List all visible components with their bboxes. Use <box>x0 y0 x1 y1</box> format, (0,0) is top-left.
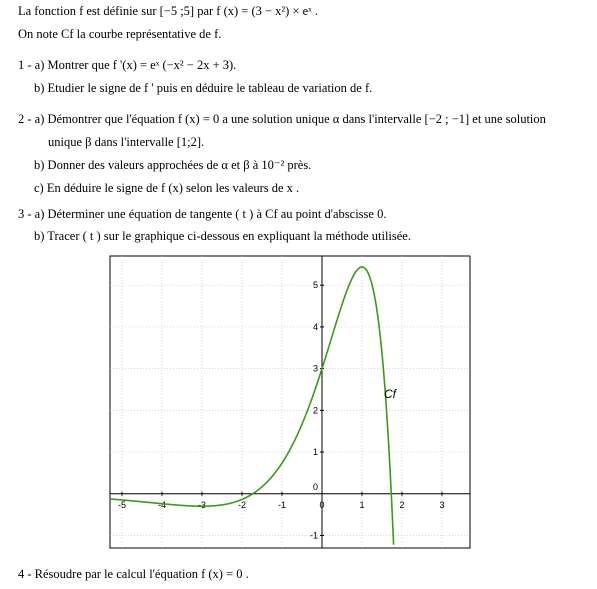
text-line-5: 2 - a) Démontrer que l'équation f (x) = 0 a une solution unique α dans l'intervalle [−2 ; −1] et une solution <box>18 112 546 126</box>
text-line-2: On note Cf la courbe représentative de f. <box>18 27 222 41</box>
y-tick-label-1: 1 <box>312 447 318 458</box>
text-line-3: 1 - a) Montrer que f '(x) = eˣ (−x² − 2x + 3). <box>18 58 237 72</box>
origin-label: 0 <box>312 481 318 492</box>
curve-label: Cf <box>384 386 396 401</box>
text-line-11: 4 - Résoudre par le calcul l'équation f (x) = 0 . <box>18 567 249 581</box>
text-line-9: 3 - a) Déterminer une équation de tangente ( t ) à Cf au point d'abscisse 0. <box>18 207 387 221</box>
x-tick-label-3: -2 <box>237 499 247 510</box>
x-tick-label-7: 2 <box>399 499 405 510</box>
text-line-4: b) Etudier le signe de f ' puis en déduire le tableau de variation de f. <box>34 81 373 95</box>
text-line-6: unique β dans l'intervalle [1;2]. <box>48 135 205 149</box>
text-line-8: c) En déduire le signe de f (x) selon les valeurs de x . <box>34 181 300 195</box>
x-tick-label-2: -3 <box>197 499 207 510</box>
x-tick-label-1: -4 <box>157 499 167 510</box>
y-tick-label-2: 2 <box>312 405 318 416</box>
x-tick-label-6: 1 <box>359 499 365 510</box>
x-tick-label-4: -1 <box>277 499 287 510</box>
y-tick-label-3: 3 <box>312 363 318 374</box>
text-line-1: La fonction f est définie sur [−5 ;5] par f (x) = (3 − x²) × eˣ . <box>18 4 319 18</box>
x-tick-label-0: -5 <box>117 499 127 510</box>
text-line-10: b) Tracer ( t ) sur le graphique ci-dessous en expliquant la méthode utilisée. <box>34 229 411 243</box>
y-tick-label-5: 5 <box>312 280 318 291</box>
y-tick-label-4: 4 <box>312 321 318 332</box>
x-tick-label-5: 0 <box>319 499 325 510</box>
x-tick-label-8: 3 <box>439 499 445 510</box>
text-line-7: b) Donner des valeurs approchées de α et β à 10⁻² près. <box>34 158 312 172</box>
y-tick-label-0: -1 <box>309 530 318 541</box>
